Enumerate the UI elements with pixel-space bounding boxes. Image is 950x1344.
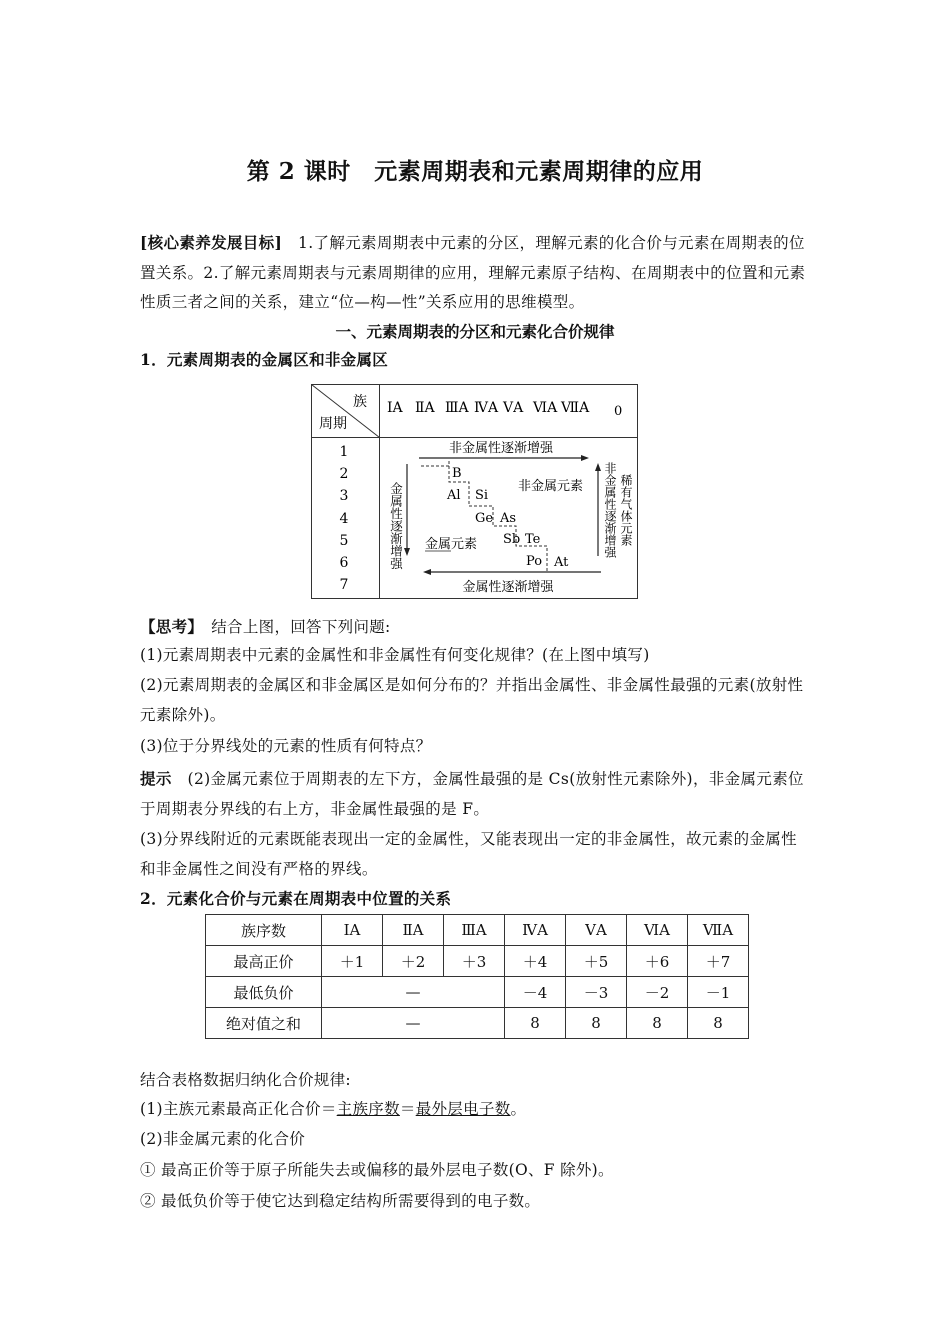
element-As: As <box>500 511 517 526</box>
think-tag: 【思考】 <box>140 617 196 636</box>
table-cell: －4 <box>505 977 566 1008</box>
table-cell: ＋1 <box>322 946 383 977</box>
table-cell: 8 <box>566 1008 627 1039</box>
rare-gas-label: 稀有气体元素 <box>619 474 633 546</box>
merged-cell: — <box>322 977 505 1008</box>
rule-2: (2)非金属元素的化合价 <box>140 1130 306 1148</box>
hint-answer-3: (3)分界线附近的元素既能表现出一定的金属性，又能表现出一定的非金属性，故元素的金属性和非金属性之间没有严格的界线。 <box>140 830 798 878</box>
metal-region-label: 金属元素 <box>425 537 478 552</box>
table-header-cell: ⅡA <box>383 915 444 946</box>
element-Al: Al <box>447 488 461 503</box>
left-vertical-label: 金属性逐渐增强 <box>388 482 404 570</box>
table-header-cell: ⅥA <box>627 915 688 946</box>
think-prompt: 结合上图，回答下列问题: <box>195 618 391 636</box>
rule-1-answer-1: 主族序数 <box>336 1100 400 1118</box>
rule-1-answer-2: 最外层电子数 <box>415 1100 511 1118</box>
table-cell: －3 <box>566 977 627 1008</box>
table-row-header <box>206 915 749 946</box>
subsection-2-title: 2．元素化合价与元素在周期表中位置的关系 <box>140 889 452 908</box>
merged-cell: — <box>322 1008 505 1039</box>
nonmetal-region-label: 非金属元素 <box>518 479 584 494</box>
bottom-arrow-head <box>423 569 431 575</box>
element-Ge: Ge <box>475 511 494 526</box>
table-cell: －2 <box>627 977 688 1008</box>
element-At: At <box>554 555 569 570</box>
table-cell: 8 <box>627 1008 688 1039</box>
rule-1-equals: ＝ <box>399 1100 416 1118</box>
core-goals-text: 1.了解元素周期表中元素的分区，理解元素的化合价与元素在周期表的位置关系。2.了解元素周期表与元素周期律的应用，理解元素原子结构、在周期表中的位置和元素性质三者之间的关系，建立“位—构—性”关系应用的思维模型。 <box>140 234 806 311</box>
period-6: 6 <box>339 555 349 571</box>
period-4: 4 <box>339 511 349 527</box>
think-line <box>140 612 391 642</box>
row-label: 绝对值之和 <box>206 1008 322 1039</box>
hint-answer-2: (2)金属元素位于周期表的左下方，金属性最强的是 Cs(放射性元素除外)，非金属元素位于周期表分界线的右上方，非金属性最强的是 F。 <box>140 770 804 818</box>
period-5: 5 <box>339 533 349 549</box>
table-header-cell: 族序数 <box>206 915 322 946</box>
right-vertical-label: 非金属性逐渐增强 <box>603 462 617 558</box>
table-cell: ＋5 <box>566 946 627 977</box>
table-row-abs-sum <box>206 1008 749 1039</box>
table-cell: 8 <box>688 1008 749 1039</box>
group-VIIA: ⅦA <box>561 400 590 416</box>
table-row-min-valence <box>206 977 749 1008</box>
rule-2-1: ① 最高正价等于原子所能失去或偏移的最外层电子数(O、F 除外)。 <box>140 1161 614 1179</box>
page-title: 第 2 课时 元素周期表和元素周期律的应用 <box>246 158 704 185</box>
header-period-label: 周期 <box>319 416 347 432</box>
group-IIA: ⅡA <box>415 400 435 416</box>
boundary-top <box>421 461 449 466</box>
rule-1-prefix: (1)主族元素最高正化合价＝ <box>140 1100 337 1118</box>
core-goals-paragraph <box>140 228 812 318</box>
table-cell: ＋6 <box>627 946 688 977</box>
row-label: 最高正价 <box>206 946 322 977</box>
rule-2-2: ② 最低负价等于使它达到稳定结构所需要得到的电子数。 <box>140 1192 541 1210</box>
element-Po: Po <box>526 554 543 569</box>
hint-paragraph <box>140 764 812 824</box>
table-cell: ＋4 <box>505 946 566 977</box>
header-group-label: 族 <box>353 394 367 410</box>
hint-tag: 提示 <box>140 769 172 788</box>
table-cell: ＋7 <box>688 946 749 977</box>
row-label: 最低负价 <box>206 977 322 1008</box>
group-zero: 0 <box>614 404 623 419</box>
rule-1-end: 。 <box>510 1100 527 1118</box>
section-title: 一、元素周期表的分区和元素化合价规律 <box>335 322 615 341</box>
table-header-cell: ⅦA <box>688 915 749 946</box>
period-3: 3 <box>339 488 349 504</box>
left-arrow-head <box>404 548 410 556</box>
period-1: 1 <box>339 444 349 460</box>
top-arrow-head <box>581 455 589 461</box>
group-IVA: ⅣA <box>474 400 499 416</box>
table-header-cell: ⅢA <box>444 915 505 946</box>
period-7: 7 <box>339 577 349 593</box>
table-header-cell: ⅤA <box>566 915 627 946</box>
group-VIA: ⅥA <box>533 400 558 416</box>
valence-table <box>205 914 749 1039</box>
subsection-1-title: 1．元素周期表的金属区和非金属区 <box>140 350 389 369</box>
periodic-zone-diagram <box>311 384 638 599</box>
question-2: (2)元素周期表的金属区和非金属区是如何分布的？并指出金属性、非金属性最强的元素(放射性元素除外)。 <box>140 676 804 724</box>
element-Si: Si <box>475 488 489 503</box>
element-B: B <box>452 466 462 481</box>
group-VA: ⅤA <box>503 400 524 416</box>
question-1: (1)元素周期表中元素的金属性和非金属性有何变化规律？(在上图中填写) <box>140 646 650 664</box>
element-Te: Te <box>525 532 541 547</box>
table-cell: ＋2 <box>383 946 444 977</box>
table-cell: 8 <box>505 1008 566 1039</box>
table-cell: －1 <box>688 977 749 1008</box>
group-IIIA: ⅢA <box>445 400 469 416</box>
top-arrow-label: 非金属性逐渐增强 <box>448 441 554 456</box>
period-2: 2 <box>339 466 349 482</box>
bottom-arrow-label: 金属性逐渐增强 <box>462 580 554 595</box>
table-header-cell: ⅣA <box>505 915 566 946</box>
right-arrow-head <box>595 463 601 471</box>
table-header-cell: ⅠA <box>322 915 383 946</box>
rules-intro: 结合表格数据归纳化合价规律: <box>140 1071 351 1089</box>
core-goals-tag: [核心素养发展目标] <box>140 233 283 252</box>
element-Sb: Sb <box>503 532 521 547</box>
table-cell: ＋3 <box>444 946 505 977</box>
table-row-max-valence <box>206 946 749 977</box>
group-IA: ⅠA <box>387 400 403 416</box>
question-3: (3)位于分界线处的元素的性质有何特点？ <box>140 737 432 755</box>
rule-1 <box>140 1095 526 1124</box>
